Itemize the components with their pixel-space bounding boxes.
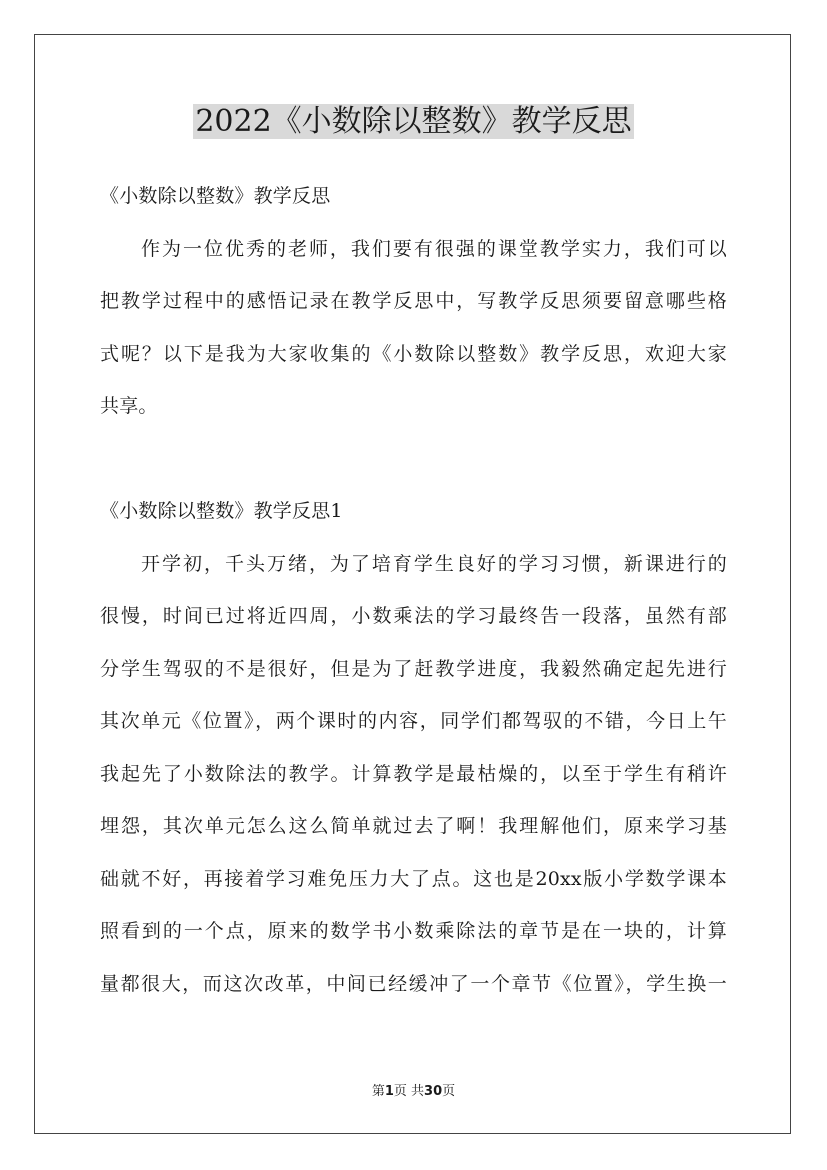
body-line: 分学生驾驭的不是很好，但是为了赶教学进度，我毅然确定起先进行 — [100, 657, 727, 680]
document-body — [100, 170, 727, 1010]
footer-middle: 页 共 — [393, 1084, 425, 1099]
footer-suffix: 页 — [442, 1084, 456, 1099]
intro-heading: 《小数除以整数》教学反思 — [100, 185, 331, 207]
footer-page-number: 1 — [384, 1084, 394, 1099]
page-footer — [0, 1083, 827, 1101]
body-line: 础就不好，再接着学习难免压力大了点。这也是20xx版小学数学课本 — [100, 867, 727, 890]
paragraph-gap — [100, 433, 727, 486]
intro-line: 作为一位优秀的老师，我们要有很强的课堂教学实力，我们可以 — [141, 237, 727, 260]
body-line: 量都很大，而这次改革，中间已经缓冲了一个章节《位置》，学生换一 — [100, 972, 727, 995]
body-line: 很慢，时间已过将近四周，小数乘法的学习最终告一段落，虽然有部 — [100, 605, 727, 627]
body-line: 开学初，千头万绪，为了培育学生良好的学习习惯，新课进行的 — [141, 552, 727, 575]
body-line: 埋怨，其次单元怎么这么简单就过去了啊！我理解他们，原来学习基 — [100, 815, 727, 837]
document-title-text: 2022《小数除以整数》教学反思 — [195, 104, 632, 139]
section-heading: 《小数除以整数》教学反思1 — [100, 500, 343, 522]
body-line: 其次单元《位置》，两个课时的内容，同学们都驾驭的不错，今日上午 — [100, 710, 727, 732]
intro-line: 共享。 — [100, 395, 158, 417]
body-line: 我起先了小数除法的教学。计算教学是最枯燥的，以至于学生有稍许 — [100, 762, 727, 785]
intro-line: 把教学过程中的感悟记录在教学反思中，写教学反思须要留意哪些格 — [100, 290, 727, 312]
footer-total-pages: 30 — [424, 1084, 443, 1099]
document-title — [0, 100, 827, 144]
body-line: 照看到的一个点，原来的数学书小数乘除法的章节是在一块的，计算 — [100, 920, 727, 942]
intro-line: 式呢？以下是我为大家收集的《小数除以整数》教学反思，欢迎大家 — [100, 342, 727, 365]
footer-prefix: 第 — [371, 1084, 385, 1099]
